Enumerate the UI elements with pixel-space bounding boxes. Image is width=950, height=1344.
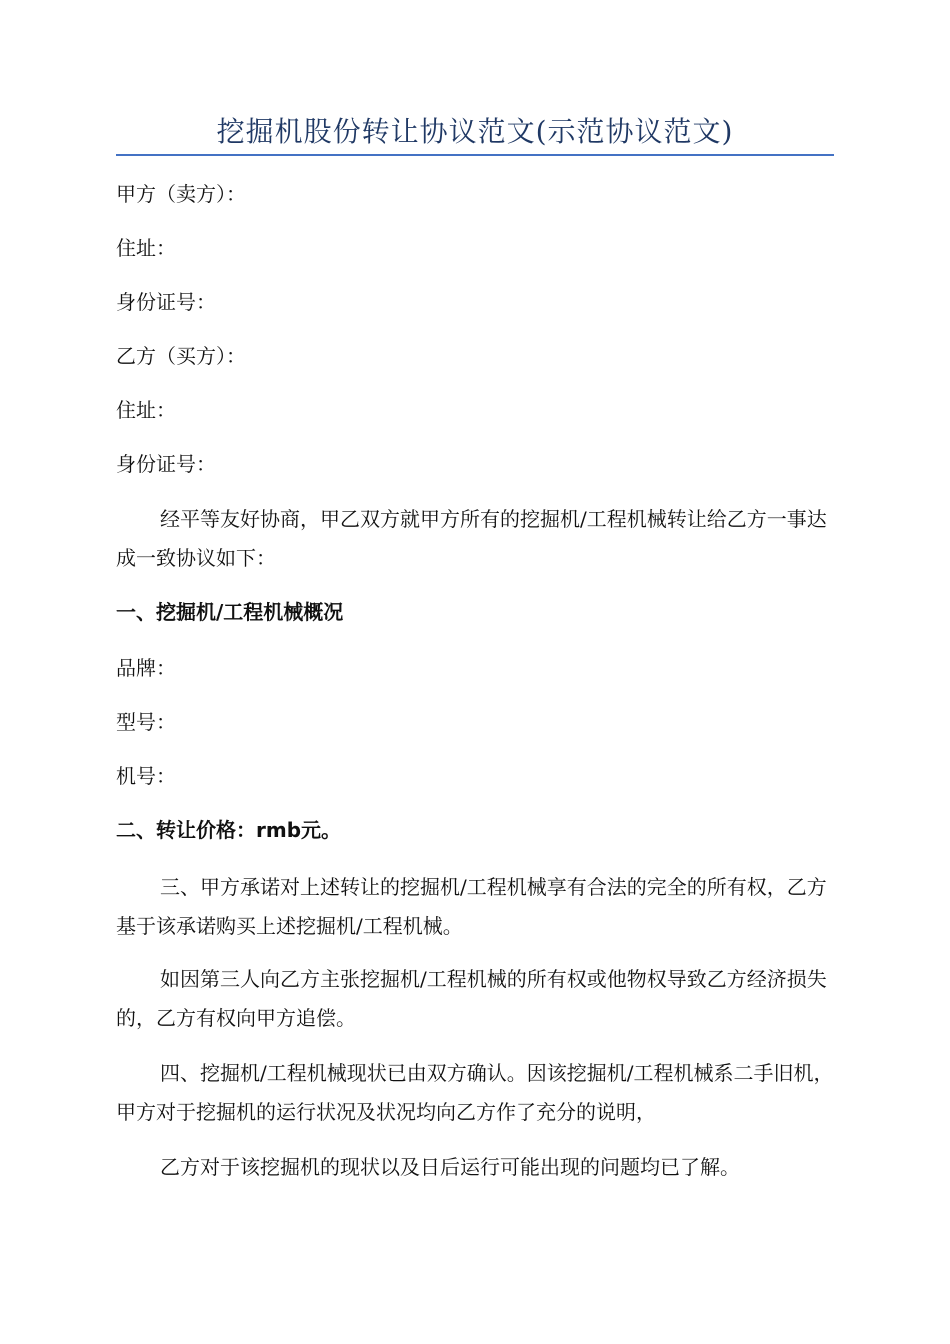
title-underline bbox=[116, 154, 834, 156]
section1-heading: 一、挖掘机/工程机械概况 bbox=[116, 600, 344, 624]
section4-paragraph-2: 乙方对于该挖掘机的现状以及日后运行可能出现的问题均已了解。 bbox=[160, 1155, 740, 1179]
section3-paragraph-1: 三、甲方承诺对上述转让的挖掘机/工程机械享有合法的完全的所有权，乙方基于该承诺购买上述挖掘机/工程机械。 bbox=[116, 875, 827, 938]
model-field: 型号： bbox=[116, 710, 176, 734]
serial-field: 机号： bbox=[116, 764, 176, 788]
party-a-id: 身份证号： bbox=[116, 290, 216, 314]
section2-heading: 二、转让价格：rmb元。 bbox=[116, 818, 342, 842]
party-b-label: 乙方（买方）： bbox=[116, 344, 246, 368]
party-b-id: 身份证号： bbox=[116, 452, 216, 476]
section4-paragraph-1: 四、挖掘机/工程机械现状已由双方确认。因该挖掘机/工程机械系二手旧机，甲方对于挖掘机的运行状况及状况均向乙方作了充分的说明， bbox=[116, 1061, 834, 1124]
party-a-address: 住址： bbox=[116, 236, 176, 260]
intro-paragraph: 经平等友好协商，甲乙双方就甲方所有的挖掘机/工程机械转让给乙方一事达成一致协议如下： bbox=[116, 507, 827, 570]
section3-paragraph-2: 如因第三人向乙方主张挖掘机/工程机械的所有权或他物权导致乙方经济损失的，乙方有权向甲方追偿。 bbox=[116, 967, 827, 1030]
party-b-address: 住址： bbox=[116, 398, 176, 422]
brand-field: 品牌： bbox=[116, 656, 176, 680]
document-title: 挖掘机股份转让协议范文(示范协议范文) bbox=[216, 115, 734, 148]
party-a-label: 甲方（卖方）： bbox=[116, 182, 246, 206]
